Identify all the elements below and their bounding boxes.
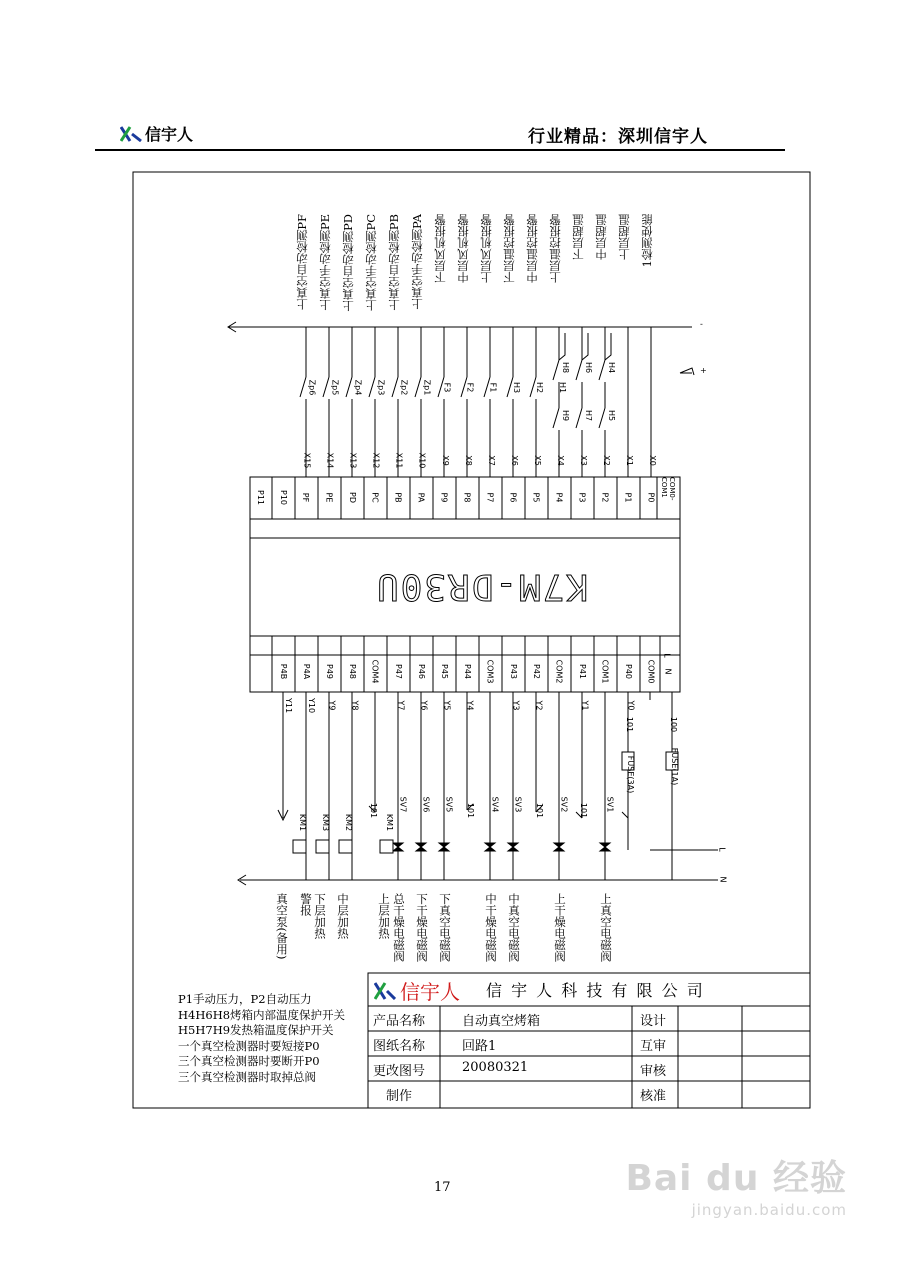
y-label-6: Y6 (419, 700, 429, 711)
switch-label-h1: H1 (558, 381, 568, 394)
x-labels (295, 452, 675, 472)
input-desc-3: 下层超温 (571, 214, 585, 260)
tb-approve-label: 核准 (640, 1089, 667, 1104)
x-label-13: X13 (348, 452, 358, 469)
switch-label-h9: H9 (561, 409, 571, 422)
y-label-7: Y7 (396, 700, 406, 711)
x-label-1: X1 (624, 455, 634, 466)
output-desc-8: 中层加热 (336, 893, 350, 939)
pin-p44: P44 (463, 663, 473, 680)
pin-p4a: P4A (302, 663, 312, 680)
plus-sign: + (700, 366, 707, 375)
note-line: H4H6H8烤箱内部温度保护开关 (178, 1007, 346, 1022)
pin-p6: P6 (508, 492, 518, 503)
pin-n: N (663, 668, 673, 675)
pin-com0: COM0 (646, 659, 656, 684)
wire-101-c: 101 (466, 802, 476, 819)
input-desc-1: 上层超温 (617, 214, 631, 260)
x-label-14: X14 (325, 452, 335, 469)
valve-sv6: SV6 (421, 796, 431, 813)
valve-sv5: SV5 (444, 796, 454, 813)
x-label-6: X6 (509, 455, 519, 466)
valve-sv7: SV7 (398, 796, 408, 813)
tb-made-label: 制作 (386, 1089, 413, 1104)
plc-model: K7M-DR30U (375, 566, 589, 607)
valve-symbols (393, 843, 610, 851)
output-desc-9: 下层加热 (313, 893, 327, 939)
switch-labels (290, 361, 670, 435)
input-desc-14: 上真空手动检测PE (318, 214, 332, 311)
pin-p7: P7 (485, 492, 495, 503)
input-desc-15: 上真空自动检测PF (295, 214, 309, 311)
component-labels (280, 792, 620, 832)
tb-change-label: 更改图号 (373, 1064, 426, 1079)
switch-label-zp3: Zp3 (376, 379, 386, 396)
pin-p42: P42 (532, 663, 542, 680)
y-label-9: Y9 (327, 700, 337, 711)
pin-p49: P49 (325, 663, 335, 680)
y-label-10: Y10 (307, 697, 317, 714)
input-desc-7: 上层风机报警 (479, 214, 493, 283)
notes (178, 992, 345, 1085)
input-desc-5: 中层温控报警 (525, 214, 539, 283)
x-label-2: X2 (601, 455, 611, 466)
y-label-5: Y5 (442, 700, 452, 711)
y-label-4: Y4 (465, 700, 475, 711)
pin-p10: P10 (279, 489, 289, 506)
valve-sv2: SV2 (559, 796, 569, 813)
output-descriptions (270, 893, 615, 973)
input-desc-8: 中层风机报警 (456, 214, 470, 283)
page-number: 17 (434, 1180, 451, 1195)
pin-com2: COM2 (554, 659, 564, 684)
x-label-12: X12 (371, 452, 381, 469)
tb-review-label: 审核 (640, 1064, 667, 1079)
pin-pd: PD (347, 492, 357, 503)
pin-com3: COM3 (485, 659, 495, 684)
tb-company: 信 宇 人 科 技 有 限 公 司 (486, 981, 705, 1000)
wire-101-a: 101 (579, 802, 589, 819)
tb-drawing-label: 图纸名称 (373, 1039, 426, 1054)
pin-pe: PE (324, 492, 334, 503)
input-desc-9: 下层风机报警 (433, 214, 447, 283)
switch-label-h4: H4 (607, 361, 617, 374)
output-desc-3: 中干燥电磁阀 (484, 893, 498, 962)
pin-p4b: P4B (279, 663, 289, 680)
x-label-11: X11 (394, 452, 404, 469)
pin-pa: PA (416, 492, 426, 503)
y-label-2: Y2 (534, 700, 544, 711)
watermark-brand: Bai du 经验 (625, 1158, 847, 1199)
pin-p2: P2 (600, 492, 610, 503)
pin-com0-com1: COM0-COM1 (660, 477, 676, 501)
minus-sign: - (700, 320, 703, 329)
switch-label-zp2: Zp2 (399, 379, 409, 396)
x-label-8: X8 (463, 455, 473, 466)
tb-logo-text: 信宇人 (400, 980, 460, 1004)
input-desc-6: 下层温控报警 (502, 214, 516, 283)
switch-label-h2: H2 (535, 381, 545, 394)
relay-km1-upper: KM1 (385, 813, 395, 832)
relay-km2: KM2 (344, 813, 354, 832)
output-desc-7: 上层加热 (377, 893, 391, 939)
x-label-4: X4 (555, 455, 565, 466)
pin-p48: P48 (348, 663, 358, 680)
switch-label-zp5: Zp5 (330, 379, 340, 396)
y-label-8: Y8 (350, 700, 360, 711)
pin-p45: P45 (440, 663, 450, 680)
l-sign: L (717, 847, 727, 852)
note-line: 三个真空检测器时要断开P0 (178, 1054, 320, 1068)
x-label-5: X5 (532, 455, 542, 466)
input-desc-13: 上真空自动检测PD (341, 214, 355, 312)
x-label-10: X10 (417, 452, 427, 469)
fuse-3a: FUSE(3A) (626, 755, 636, 794)
watermark-url: jingyan.baidu.com (691, 1201, 847, 1219)
tb-product-label: 产品名称 (373, 1014, 426, 1029)
note-line: P1手动压力，P2自动压力 (178, 992, 312, 1006)
output-desc-11: 真空泵(备用) (275, 893, 289, 960)
pin-p41: P41 (578, 663, 588, 680)
valve-sv4: SV4 (490, 796, 500, 813)
input-desc-4: 上层温控报警 (548, 214, 562, 283)
output-desc-0: 上真空电磁阀 (599, 893, 613, 962)
tb-change-value: 20080321 (462, 1060, 529, 1075)
tb-product-value: 自动真空烤箱 (462, 1014, 541, 1029)
pin-p40: P40 (624, 663, 634, 680)
tb-design-label: 设计 (640, 1014, 667, 1029)
y-label-1: Y1 (580, 700, 590, 711)
watermark (625, 1150, 847, 1219)
y-label-0: Y0 (626, 700, 636, 711)
y-label-11: Y11 (284, 697, 294, 714)
valve-sv1: SV1 (605, 796, 615, 813)
x-label-0: X0 (647, 455, 657, 466)
tb-logo-icon (374, 982, 396, 1000)
pin-p1: P1 (623, 492, 633, 503)
pin-com1: COM1 (600, 659, 610, 684)
fuse-1a: FUSE(1A) (670, 747, 680, 786)
pin-l: L (662, 653, 672, 658)
switch-label-f3: F3 (442, 382, 452, 393)
logo-text: 信宇人 (145, 125, 194, 144)
n-sign: N (718, 876, 728, 883)
output-desc-1: 上干燥电磁阀 (553, 893, 567, 962)
wire-101-top: 101 (625, 716, 635, 733)
pin-p4: P4 (554, 492, 564, 503)
switch-label-h7: H7 (584, 409, 594, 422)
switch-label-h3: H3 (512, 381, 522, 394)
x-label-7: X7 (486, 455, 496, 466)
y-label-3: Y3 (511, 700, 521, 711)
switch-label-h5: H5 (607, 409, 617, 422)
input-descriptions (292, 214, 662, 324)
pin-p3: P3 (577, 492, 587, 503)
switch-label-zp4: Zp4 (353, 379, 363, 396)
output-desc-6: 总干燥电磁阀 (392, 893, 406, 962)
note-line: 一个真空检测器时要短接P0 (178, 1038, 320, 1053)
tb-drawing-value: 回路1 (462, 1039, 497, 1054)
note-line: 三个真空检测器时取掉总阀 (178, 1069, 316, 1084)
switch-label-f2: F2 (465, 382, 475, 393)
pin-p8: P8 (462, 492, 472, 503)
input-desc-11: 上真空自动检测PB (387, 214, 401, 311)
input-desc-10: 上真空手动检测PA (410, 214, 424, 310)
relay-km3: KM3 (321, 813, 331, 832)
input-desc-2: 中层超温 (594, 214, 608, 260)
switch-label-zp6: Zp6 (307, 379, 317, 396)
pin-p47: P47 (394, 663, 404, 680)
pin-p5: P5 (531, 492, 541, 503)
pin-p11: P11 (256, 489, 266, 506)
switch-label-h8: H8 (561, 361, 571, 374)
valve-sv3: SV3 (513, 796, 523, 813)
output-desc-4: 下真空电磁阀 (438, 893, 452, 962)
input-desc-12: 上真空手动检测PC (364, 214, 378, 312)
pin-p46: P46 (417, 663, 427, 680)
relay-km1-lower: KM1 (298, 813, 308, 832)
switch-label-zp1: Zp1 (422, 379, 432, 396)
input-desc-0: 1检测使能 (640, 214, 654, 268)
output-desc-2: 中真空电磁阀 (507, 893, 521, 962)
pin-p9: P9 (439, 492, 449, 503)
tb-check-label: 互审 (640, 1039, 667, 1054)
pin-pb: PB (393, 492, 403, 503)
output-desc-10: 警报 (299, 893, 313, 916)
pin-pc: PC (370, 492, 380, 503)
output-wires (278, 692, 678, 880)
wire-101-d: 101 (369, 802, 379, 819)
plc-top-pins (250, 477, 680, 519)
wire-101-b: 101 (535, 802, 545, 819)
output-desc-5: 下干燥电磁阀 (415, 893, 429, 962)
tb-logo (374, 976, 460, 1005)
pin-com4: COM4 (370, 659, 380, 684)
switch-label-f1: F1 (488, 382, 498, 393)
switch-label-h6: H6 (584, 361, 594, 374)
pin-p43: P43 (509, 663, 519, 680)
x-label-3: X3 (578, 455, 588, 466)
pin-pf: PF (301, 492, 311, 503)
note-line: H5H7H9发热箱温度保护开关 (178, 1023, 334, 1037)
relay-coils (293, 840, 393, 853)
y-labels (275, 697, 635, 717)
x-label-9: X9 (440, 455, 450, 466)
plc-bottom-pins (250, 655, 680, 692)
wire-100: 100 (669, 716, 679, 733)
pin-p0: P0 (646, 492, 656, 503)
header-slogan: 行业精品：深圳信宇人 (528, 127, 708, 147)
x-label-15: X15 (302, 452, 312, 469)
